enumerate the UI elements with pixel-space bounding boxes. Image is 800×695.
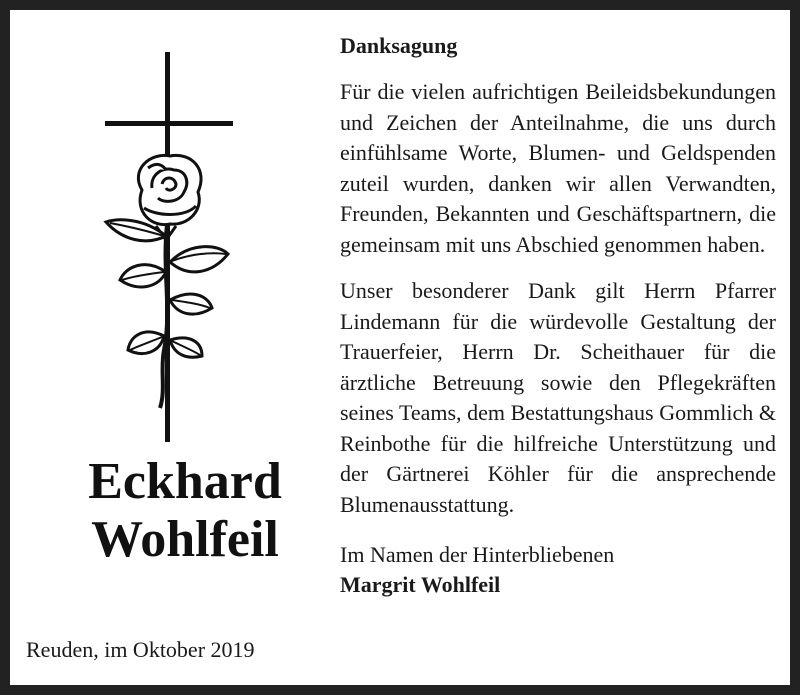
thanks-text-column [340, 32, 776, 600]
closing-line: Im Namen der Hinterbliebenen [340, 542, 615, 567]
deceased-last-name: Wohlfeil [91, 511, 279, 568]
cross-with-rose-icon [100, 40, 240, 445]
thanks-paragraph-2: Unser besonderer Dank gilt Herrn Pfarrer Lindemann für die würdevolle Gestaltung der Trauerfeier, Herrn Dr. Scheithauer für die ärztliche Betreuung sowie den Pflegekräften seines Teams, dem Bestattungshaus Gommlich & Reinbothe für die hilfreiche Unterstützung und der Gärtnerei Köhler für die ansprechende Blumenausstattung. [340, 278, 776, 517]
place-date: Reuden, im Oktober 2019 [26, 637, 255, 662]
deceased-name [40, 453, 330, 569]
thanks-paragraph-1: Für die vielen aufrichtigen Beileidsbekundungen und Zeichen der Anteilnahme, die uns durch einfühlsame Worte, Blumen- und Geldspenden zuteil wurden, danken wir allen Verwandten, Freunden, Bekannten und Geschäftspartnern, die gemeinsam mit uns Abschied genommen haben. [340, 79, 776, 257]
signature: Margrit Wohlfeil [340, 572, 501, 597]
deceased-first-name: Eckhard [88, 453, 282, 510]
thanks-heading: Danksagung [340, 33, 458, 58]
